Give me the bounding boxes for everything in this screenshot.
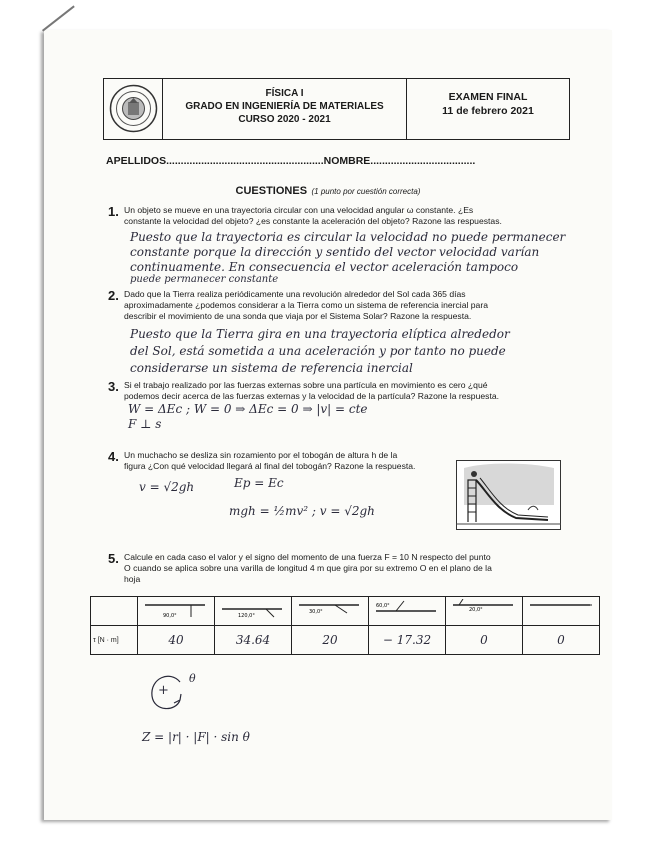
page-fold	[42, 5, 99, 63]
nombre-field: NOMBRE....................................	[323, 155, 476, 167]
course-info	[162, 79, 407, 139]
question-text-line: constante la velocidad del objeto? ¿es constante la aceleración del objeto? Razone las respuestas.	[124, 216, 502, 226]
torque-value: 20	[292, 626, 369, 655]
table-diagram-cell	[292, 597, 369, 626]
angle-label: 30,0°	[309, 608, 323, 615]
course-year: CURSO 2020 - 2021	[238, 114, 331, 125]
handwritten-answer-line: mgh = ½mv² ; v = √2gh	[229, 504, 375, 518]
exam-title: EXAMEN FINAL	[448, 91, 528, 103]
question-number: 3.	[108, 379, 119, 394]
torque-value: − 17.32	[369, 626, 446, 655]
exam-sheet	[44, 30, 612, 820]
handwritten-answer-line: considerarse un sistema de referencia inercial	[130, 361, 413, 375]
theta-label: θ	[189, 672, 196, 685]
subject-title: FÍSICA I	[265, 88, 304, 99]
question-number: 1.	[108, 204, 119, 219]
question-2	[108, 289, 608, 377]
rod-diagram-icon	[295, 599, 365, 621]
handwritten-answer-line: W = ΔEc ; W = 0 ⇒ ΔEc = 0 ⇒ |v| = cte	[128, 402, 368, 416]
torque-value: 40	[138, 626, 215, 655]
slide-figure	[456, 460, 561, 530]
name-line	[106, 155, 475, 167]
handwritten-answer-line: continuamente. En consecuencia el vector aceleración tampoco	[130, 260, 519, 274]
angle-label: 90,0°	[163, 612, 177, 619]
rod-diagram-icon	[526, 599, 596, 621]
question-text-line: figura ¿Con qué velocidad llegará al final del tobogán? Razone la respuesta.	[124, 461, 416, 471]
handwritten-answer-line: v = √2gh	[139, 480, 195, 494]
university-seal-icon	[108, 83, 159, 134]
section-heading	[44, 181, 612, 199]
angle-label: 60,0°	[376, 602, 390, 609]
question-3	[108, 380, 608, 432]
handwritten-answer-line: constante porque la dirección y sentido del vector velocidad varían	[130, 245, 540, 259]
question-number: 5.	[108, 551, 119, 566]
table-diagram-cell	[523, 597, 600, 626]
angle-label: 20,0°	[469, 606, 483, 613]
question-text-line: Un muchacho se desliza sin rozamiento por el tobogán de altura h de la	[124, 450, 398, 460]
question-number: 4.	[108, 449, 119, 464]
question-text-line: podemos decir acerca de las fuerzas externas y la velocidad de la partícula? Razone la respuesta.	[124, 391, 499, 401]
angle-label: 120,0°	[238, 612, 255, 619]
handwritten-answer-line: del Sol, está sometida a una aceleración y por tanto no puede	[130, 344, 506, 358]
section-note: (1 punto por cuestión correcta)	[311, 187, 421, 196]
question-text-line: hoja	[124, 574, 141, 584]
table-cell-empty	[91, 597, 138, 626]
torque-value: 0	[523, 626, 600, 655]
section-title: CUESTIONES	[235, 185, 308, 197]
handwritten-answer-line: Puesto que la trayectoria es circular la velocidad no puede permanecer	[130, 230, 566, 244]
question-5	[108, 552, 608, 585]
torque-value: 0	[446, 626, 523, 655]
apellidos-field: APELLIDOS......................................................	[106, 155, 324, 167]
exam-header	[103, 78, 570, 140]
question-text-line: aproximadamente ¿podemos considerar a la Tierra como un sistema de referencia inercial para	[124, 300, 488, 310]
plus-sign: +	[158, 683, 169, 698]
torque-formula: Z = |r| · |F| · sin θ	[142, 730, 250, 744]
torque-table	[90, 596, 600, 655]
question-4	[108, 450, 438, 472]
rod-diagram-icon	[141, 599, 211, 621]
handwritten-answer-line: Ep = Ec	[234, 476, 284, 490]
exam-info	[408, 79, 568, 139]
question-text-line: Dado que la Tierra realiza periódicamente una revolución alrededor del Sol cada 365 días	[124, 289, 466, 299]
row-label: τ [N · m]	[91, 626, 138, 655]
handwritten-answer-line: F ⊥ s	[128, 417, 162, 431]
table-diagram-cell	[215, 597, 292, 626]
handwritten-answer-line: puede permanecer constante	[130, 274, 279, 285]
exam-date: 11 de febrero 2021	[442, 105, 534, 117]
rod-diagram-icon	[372, 599, 442, 621]
torque-value: 34.64	[215, 626, 292, 655]
rod-diagram-icon	[449, 599, 519, 621]
question-text-line: Si el trabajo realizado por las fuerzas externas sobre una partícula en movimiento es cero ¿qué	[124, 380, 488, 390]
rod-diagram-icon	[218, 599, 288, 621]
question-text-line: O cuando se aplica sobre una varilla de longitud 4 m que gira por su extremo O en el plano de la	[124, 563, 492, 573]
table-diagram-cell	[369, 597, 446, 626]
question-1	[108, 205, 608, 285]
table-row	[91, 626, 600, 655]
question-number: 2.	[108, 288, 119, 303]
question-text-line: Un objeto se mueve en una trayectoria circular con una velocidad angular ω constante. ¿Es	[124, 205, 474, 215]
table-diagram-cell	[138, 597, 215, 626]
question-text-line: Calcule en cada caso el valor y el signo del momento de una fuerza F = 10 N respecto del punto	[124, 552, 491, 562]
degree-title: GRADO EN INGENIERÍA DE MATERIALES	[185, 101, 384, 112]
table-row	[91, 597, 600, 626]
question-text-line: describir el movimiento de una sonda que viaja por el Sistema Solar? Razone la respuesta.	[124, 311, 472, 321]
handwritten-answer-line: Puesto que la Tierra gira en una trayectoria elíptica alrededor	[130, 327, 510, 341]
table-diagram-cell	[446, 597, 523, 626]
